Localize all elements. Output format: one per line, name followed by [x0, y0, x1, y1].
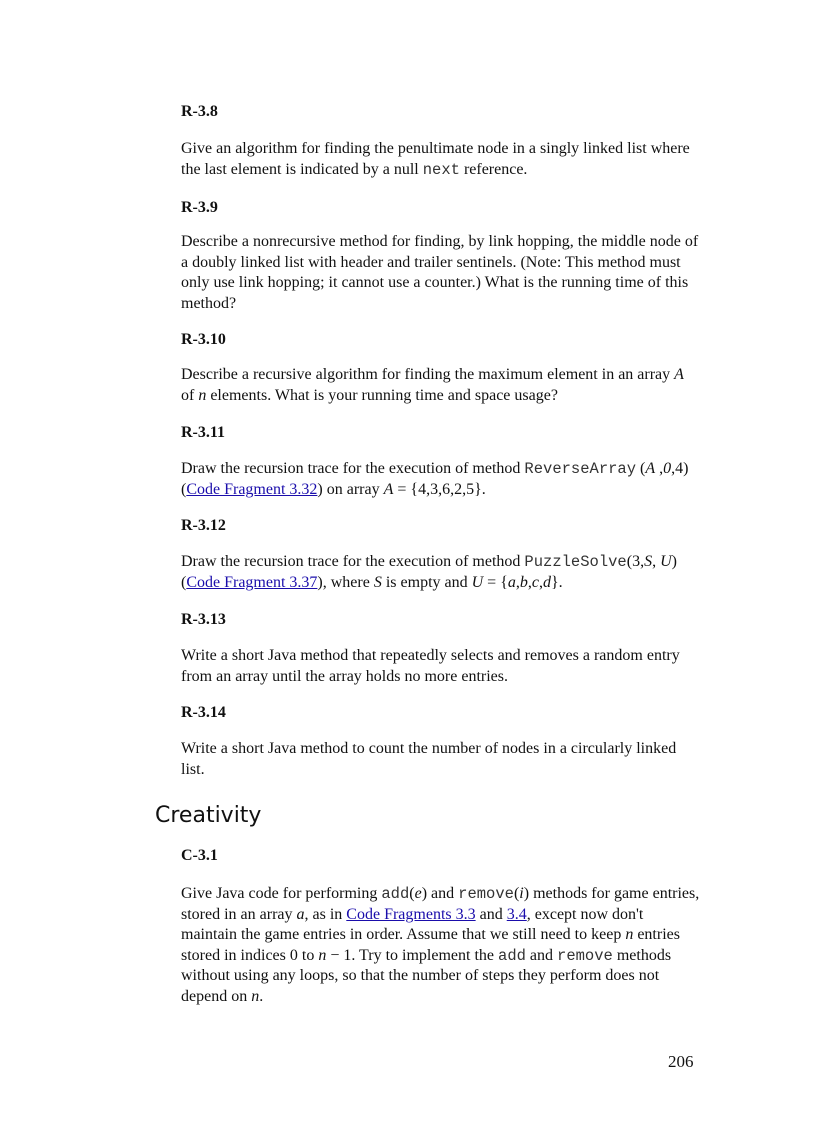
exercise-text-r3-10 [181, 365, 701, 406]
text-segment: ) on array [317, 480, 384, 498]
text-segment: Give an algorithm for finding the penultimate node in a singly linked list where the last element is indicated by a null [181, 140, 690, 178]
exercise-text-c3-1 [181, 884, 701, 1007]
math-var: i [519, 885, 524, 902]
math-var: U [660, 553, 672, 570]
text-segment: Draw the recursion trace for the execution of method [181, 460, 525, 477]
text-segment: ), where [317, 573, 374, 591]
text-segment: ( [181, 480, 187, 498]
math-var: a [296, 905, 305, 923]
text-segment: − 1. Try to implement the [326, 946, 499, 964]
exercise-id-r3-10: R-3.10 [181, 331, 226, 348]
math-var: b [519, 573, 528, 591]
math-var: A [674, 366, 684, 383]
math-var: 0 [663, 460, 672, 477]
text-segment: }. [550, 573, 563, 591]
exercise-id-c3-1: C-3.1 [181, 847, 218, 864]
math-var: c [531, 573, 539, 591]
exercise-text-r3-11 [181, 459, 701, 500]
text-segment: Give Java code for performing [181, 885, 382, 902]
text-segment: ) [671, 553, 677, 570]
text-segment: ) and [421, 885, 459, 902]
exercise-text-r3-8 [181, 139, 701, 180]
exercise-id-r3-8: R-3.8 [181, 103, 218, 120]
exercise-id-r3-13: R-3.13 [181, 611, 226, 628]
exercise-text-r3-14: Write a short Java method to count the number of nodes in a circularly linked list. [181, 740, 677, 778]
math-var: U [471, 573, 484, 591]
text-segment: ( [636, 460, 646, 477]
math-var: n [198, 386, 207, 404]
exercise-text-r3-9: Describe a nonrecursive method for finding, by link hopping, the middle node of a doubly linked list with header and trailer sentinels. (Note: This method must only use link hopping; it cannot use a counter.) What is the running time of this method? [181, 233, 699, 312]
code-fragment-3-37-link[interactable]: Code Fragment 3.37 [186, 573, 318, 591]
text-segment: Describe a recursive algorithm for finding the maximum element in an array [181, 366, 675, 383]
text-segment: ,4) [671, 460, 689, 477]
text-segment: , except now don't maintain the game entries in order. Assume that we still need to keep [181, 905, 644, 943]
text-segment: and [525, 946, 558, 964]
code-fragments-3-3-link[interactable]: Code Fragments 3.3 [346, 905, 476, 923]
text-segment: , [655, 460, 664, 477]
exercise-text-r3-13: Write a short Java method that repeatedly selects and removes a random entry from an array until the array holds no more entries. [181, 647, 680, 685]
text-segment: of [181, 386, 199, 404]
text-segment: elements. What is your running time and space usage? [206, 386, 558, 404]
text-segment: ( [513, 885, 520, 902]
exercise-id-r3-12: R-3.12 [181, 517, 226, 534]
page-number: 206 [668, 1052, 694, 1071]
text-segment: methods without using any loops, so that the number of steps they perform does not depend on [181, 946, 672, 1005]
text-segment: (3, [626, 553, 645, 570]
text-segment: entries stored in indices 0 to [181, 926, 680, 964]
exercise-id-r3-9: R-3.9 [181, 199, 218, 216]
text-segment: and [475, 905, 507, 923]
text-segment: ( [181, 573, 187, 591]
math-var: A [383, 480, 394, 498]
code-reversearray: ReverseArray [524, 460, 637, 478]
text-segment: , [515, 573, 520, 591]
math-var: n [318, 946, 327, 964]
math-var: n [625, 926, 634, 943]
code-remove: remove [557, 946, 613, 965]
code-add: add [381, 885, 410, 903]
math-var: S [644, 553, 653, 570]
exercise-text-r3-12 [181, 552, 701, 593]
text-segment: ) methods for game entries, stored in an array [181, 885, 700, 923]
section-heading-creativity: Creativity [155, 803, 262, 828]
math-var: e [414, 885, 422, 902]
exercise-id-r3-14: R-3.14 [181, 704, 226, 721]
math-var: A [645, 460, 656, 477]
text-segment: , [527, 573, 532, 591]
text-segment: Draw the recursion trace for the execution of method [181, 553, 525, 570]
math-var: a [507, 573, 516, 591]
text-segment: ( [409, 885, 415, 902]
code-add: add [498, 946, 526, 965]
code-puzzlesolve: PuzzleSolve [524, 553, 627, 571]
text-segment: , [652, 553, 661, 570]
code-remove: remove [458, 885, 514, 903]
text-segment: . [259, 987, 264, 1005]
text-segment: reference. [459, 160, 528, 178]
text-segment: = { [483, 573, 508, 591]
math-var: n [251, 987, 260, 1005]
math-var: d [542, 573, 551, 591]
code-fragment-3-32-link[interactable]: Code Fragment 3.32 [186, 480, 318, 498]
text-segment: , as in [304, 905, 347, 923]
text-segment: is empty and [381, 573, 472, 591]
exercise-id-r3-11: R-3.11 [181, 424, 225, 441]
math-var: S [373, 573, 382, 591]
text-segment: , [538, 573, 543, 591]
code-fragment-3-4-link[interactable]: 3.4 [506, 905, 527, 923]
text-segment: = {4,3,6,2,5}. [393, 480, 486, 498]
code-next: next [422, 160, 460, 179]
